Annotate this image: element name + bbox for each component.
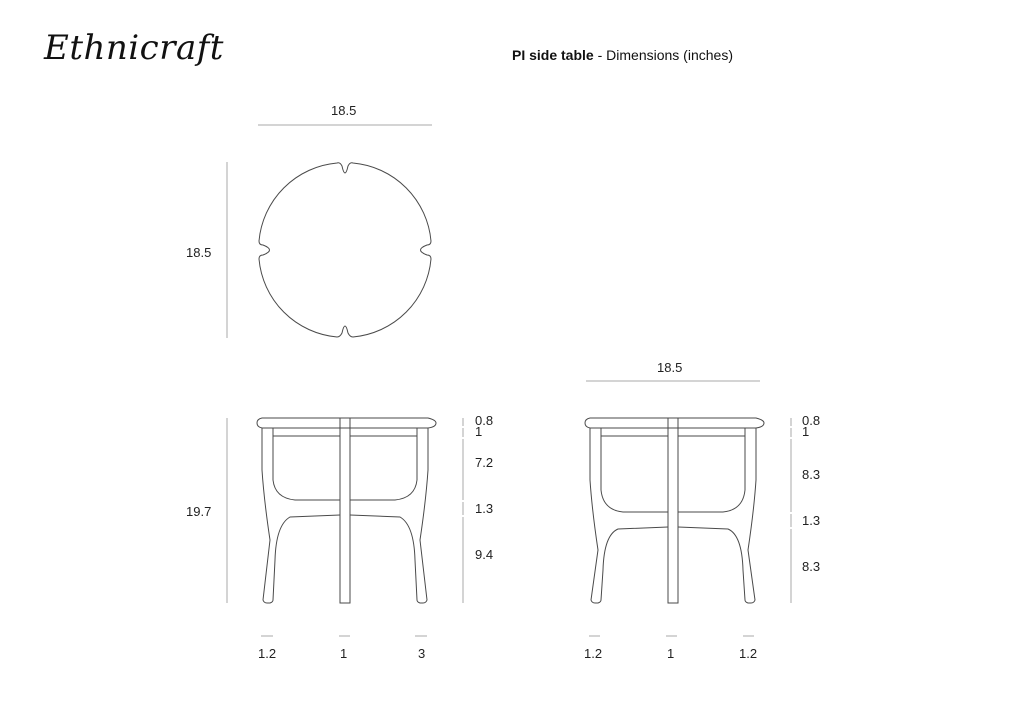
side-view-outline: [585, 418, 764, 603]
side-dim-label: 8.3: [802, 559, 821, 574]
title-subtitle: Dimensions (inches): [606, 47, 733, 63]
front-view-outline: [257, 418, 436, 603]
front-dim-label: 1: [475, 424, 483, 439]
front-dim-label: 0.8: [475, 413, 494, 428]
title-separator: -: [593, 47, 607, 63]
front-view-height-label: 19.7: [186, 504, 212, 519]
side-dim-label: 0.8: [802, 413, 821, 428]
side-bottom-dim-label: 1.2: [739, 646, 758, 661]
ethnicraft-logo: Ethnicraft: [44, 28, 224, 68]
top-view-width-label: 18.5: [331, 103, 357, 118]
front-bottom-dim-label: 1: [340, 646, 348, 661]
top-view-depth-label: 18.5: [186, 245, 212, 260]
front-bottom-dim-label: 3: [418, 646, 426, 661]
product-name: PI side table: [512, 47, 594, 63]
front-dim-label: 7.2: [475, 455, 494, 470]
side-view-width-label: 18.5: [657, 360, 683, 375]
side-dim-label: 8.3: [802, 467, 821, 482]
front-dim-label: 9.4: [475, 547, 494, 562]
front-dim-label: 1.3: [475, 501, 494, 516]
side-dim-label: 1: [802, 424, 810, 439]
side-dim-label: 1.3: [802, 513, 821, 528]
side-bottom-dim-label: 1: [667, 646, 675, 661]
dimension-lines: [227, 125, 791, 636]
top-view-outline: [259, 163, 431, 337]
front-bottom-dim-label: 1.2: [258, 646, 277, 661]
side-bottom-dim-label: 1.2: [584, 646, 603, 661]
